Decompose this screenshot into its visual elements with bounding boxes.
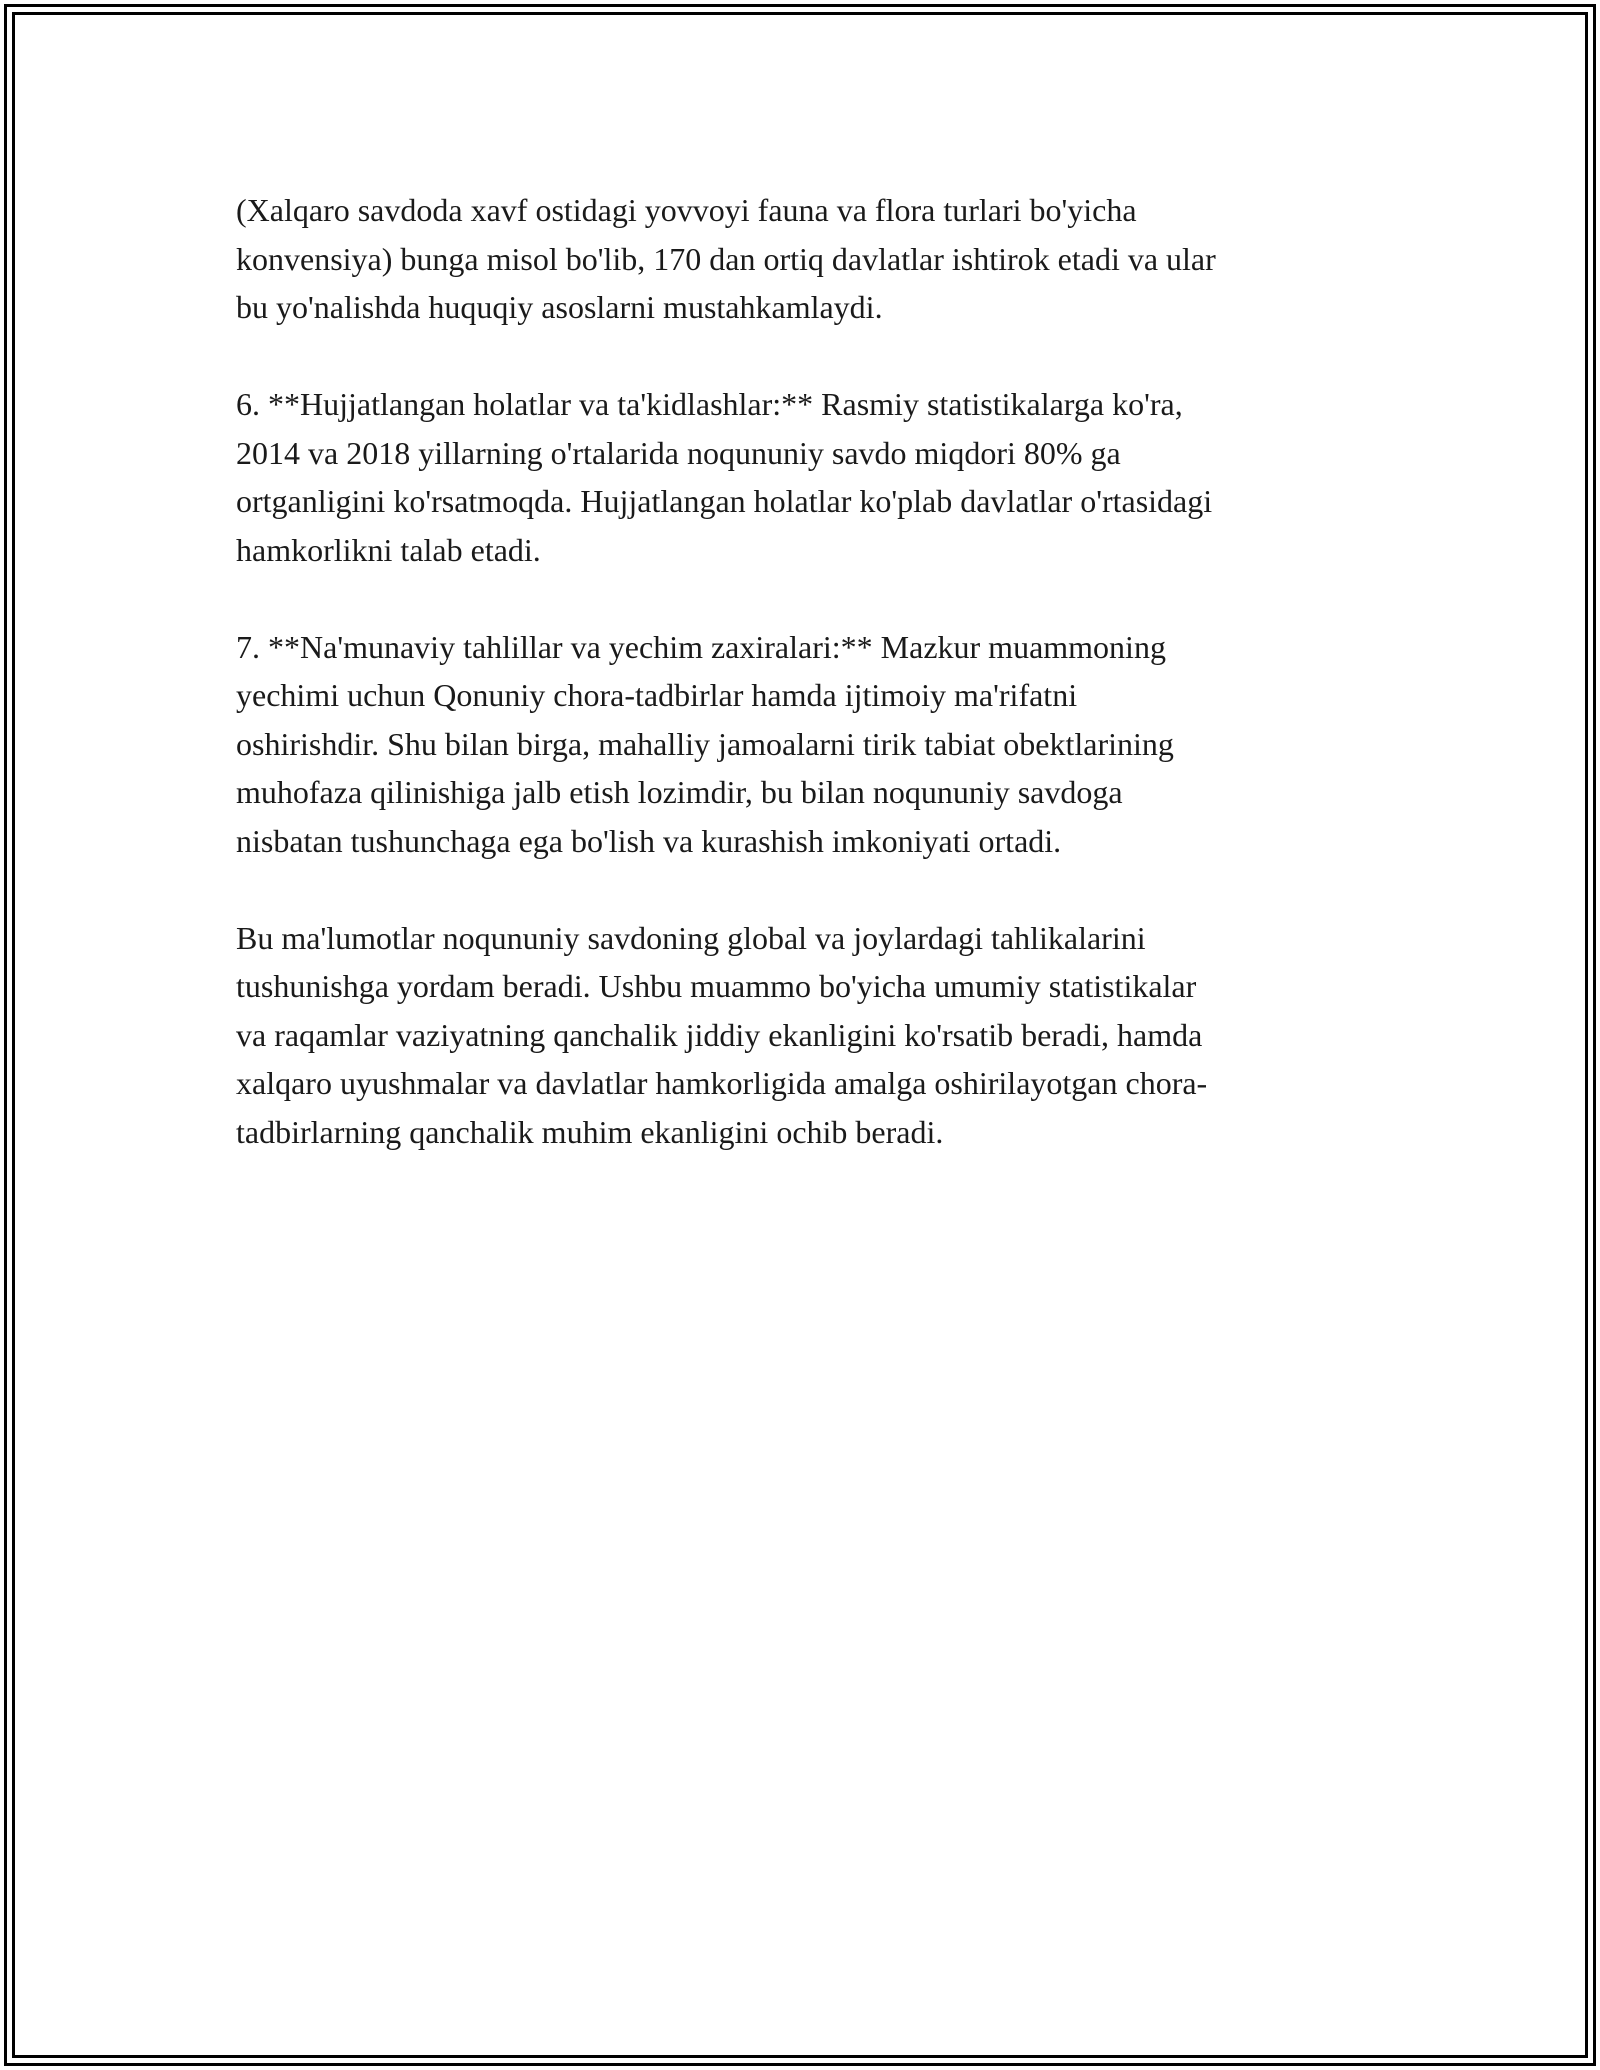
- paragraph-cites-convention: [236, 186, 1366, 332]
- paragraph-conclusion: [236, 914, 1366, 1157]
- text-line: hamkorlikni talab etadi.: [236, 531, 541, 568]
- document-body: [236, 186, 1366, 1205]
- text-line: muhofaza qilinishiga jalb etish lozimdir, bu bilan noqununiy savdoga: [236, 774, 1123, 810]
- text-line: tushunishga yordam beradi. Ushbu muammo bo'yicha umumiy statistikalar: [236, 968, 1197, 1004]
- text-line: ortganligini ko'rsatmoqda. Hujjatlangan holatlar ko'plab davlatlar o'rtasidagi: [236, 483, 1213, 519]
- text-line: nisbatan tushunchaga ega bo'lish va kurashish imkoniyati ortadi.: [236, 822, 1062, 859]
- text-line: xalqaro uyushmalar va davlatlar hamkorligida amalga oshirilayotgan chora-: [236, 1065, 1208, 1101]
- paragraph-item-7: [236, 623, 1366, 866]
- text-line: (Xalqaro savdoda xavf ostidagi yovvoyi fauna va flora turlari bo'yicha: [236, 192, 1137, 228]
- text-line: 7. **Na'munaviy tahlillar va yechim zaxiralari:** Mazkur muammoning: [236, 628, 1166, 665]
- text-line: oshirishdir. Shu bilan birga, mahalliy jamoalarni tirik tabiat obektlarining: [236, 725, 1174, 762]
- paragraph-item-6: [236, 380, 1366, 574]
- text-line: yechimi uchun Qonuniy chora-tadbirlar hamda ijtimoiy ma'rifatni: [236, 677, 1078, 713]
- text-line: bu yo'nalishda huquqiy asoslarni mustahkamlaydi.: [236, 289, 883, 325]
- text-line: va raqamlar vaziyatning qanchalik jiddiy ekanligini ko'rsatib beradi, hamda: [236, 1016, 1203, 1053]
- text-line: konvensiya) bunga misol bo'lib, 170 dan ortiq davlatlar ishtirok etadi va ular: [236, 240, 1216, 277]
- text-line: tadbirlarning qanchalik muhim ekanligini ochib beradi.: [236, 1113, 944, 1150]
- text-line: 2014 va 2018 yillarning o'rtalarida noqununiy savdo miqdori 80% ga: [236, 434, 1121, 471]
- text-line: 6. **Hujjatlangan holatlar va ta'kidlashlar:** Rasmiy statistikalarga ko'ra,: [236, 386, 1183, 422]
- text-line: Bu ma'lumotlar noqununiy savdoning global va joylardagi tahlikalarini: [236, 919, 1146, 956]
